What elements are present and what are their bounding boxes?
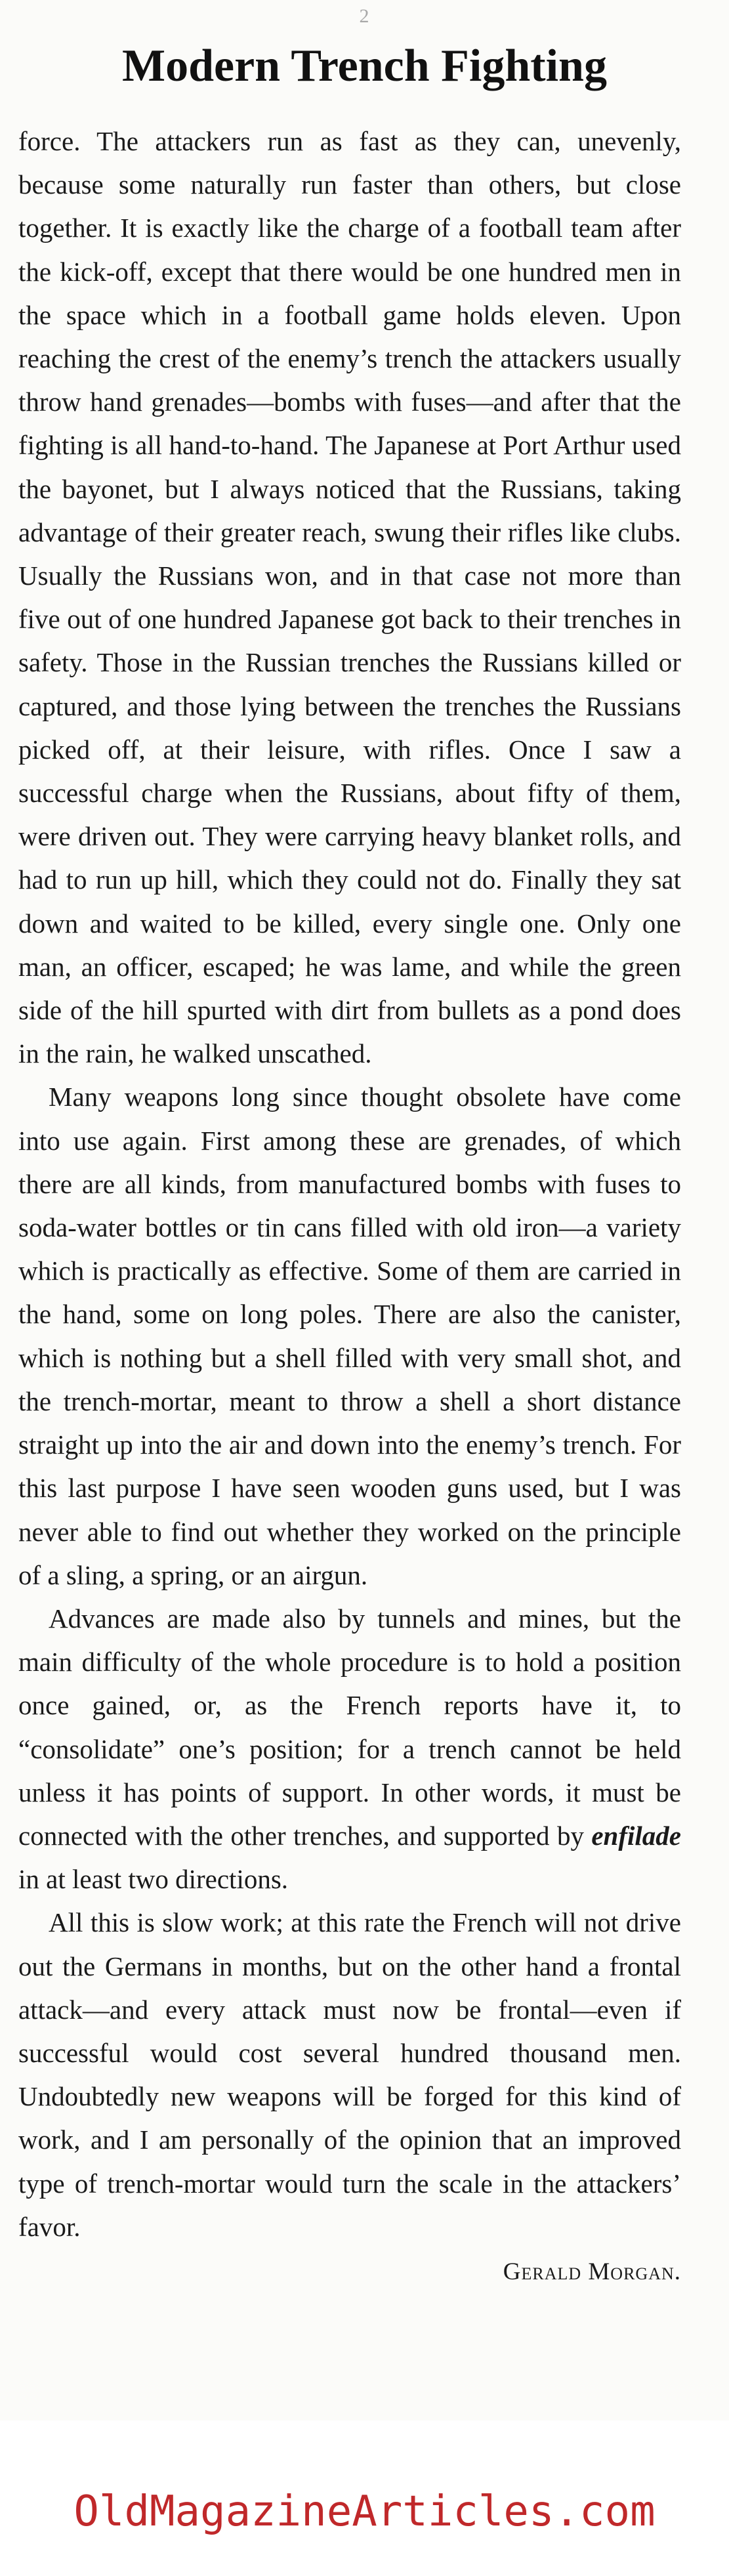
- page-number: 2: [359, 5, 370, 27]
- article-body: [18, 119, 681, 2286]
- paragraph-4: All this is slow work; at this rate the French will not drive out the Germans in months, but on the other hand a frontal attack—and every attack must now be frontal—even if successful would cost several hundred thousand men. Undoubtedly new weapons will be forged for this kind of work, and I am personally of the opinion that an improved type of trench-mortar would turn the scale in the attackers’ favor.: [18, 1907, 681, 2242]
- paragraph-3-text: Advances are made also by tunnels and mines, but the main difficulty of the whole procedure is to hold a position once gained, or, as the French reports have it, to “consolidate” one’s position; for a trench cannot be held unless it has points of support. In other words, it must be connected with the other trenches, and supported by: [18, 1603, 681, 1851]
- paragraph-3: [18, 1597, 681, 1901]
- article-title: Modern Trench Fighting: [122, 41, 607, 91]
- site-watermark[interactable]: OldMagazineArticles.com: [73, 2487, 656, 2536]
- paragraph-3-tail: in at least two directions.: [18, 1864, 289, 1895]
- paragraph-2: Many weapons long since thought obsolete have come into use again. First among these are grenades, of which there are all kinds, from manufactured bombs with fuses to soda-water bottles or tin cans filled with old iron—a variety which is practically as effective. Some of them are carried in the hand, some on long poles. There are also the canister, which is nothing but a shell filled with very small shot, and the trench-mortar, meant to throw a shell a short distance straight up into the air and down into the enemy’s trench. For this last purpose I have seen wooden guns used, but I was never able to find out whether they worked on the principle of a sling, a spring, or an airgun.: [18, 1082, 681, 1590]
- italic-term-enfilade: enfilade: [591, 1820, 681, 1851]
- paragraph-1: force. The attackers run as fast as they can, unevenly, because some naturally run faster than others, but close together. It is exactly like the charge of a football team after the kick-off, except that there would be one hundred men in the space which in a football game holds eleven. Upon reaching the crest of the enemy’s trench the attackers usually throw hand grenades—bombs with fuses—and after that the fighting is all hand-to-hand. The Japanese at Port Arthur used the bayonet, but I always noticed that the Russians, taking advantage of their greater reach, swung their rifles like clubs. Usually the Russians won, and in that case not more than five out of one hundred Japanese got back to their trenches in safety. Those in the Russian trenches the Russians killed or captured, and those lying between the trenches the Russians picked off, at their leisure, with rifles. Once I saw a successful charge when the Russians, about fifty of them, were driven out. They were carrying heavy blanket rolls, and had to run up hill, which they could not do. Finally they sat down and waited to be killed, every single one. Only one man, an officer, escaped; he was lame, and while the green side of the hill spurted with dirt from bullets as a pond does in the rain, he walked unscathed.: [18, 126, 681, 1069]
- author-signature: Gerald Morgan.: [503, 2258, 681, 2285]
